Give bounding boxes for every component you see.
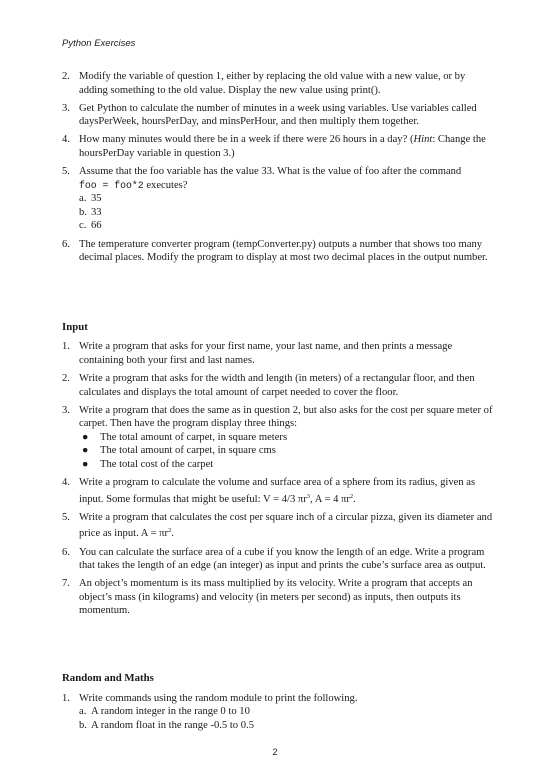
- bullet-text: The total cost of the carpet: [100, 459, 214, 471]
- exercise-text: You can calculate the surface area of a cube if you know the length of an edge. Write a program that takes the length of an edge (an integer) as input and prints the cube’s surface area as output.: [79, 546, 486, 572]
- page-content: [62, 70, 494, 737]
- exercise-number: 7.: [62, 578, 70, 590]
- exercise-item: [62, 133, 494, 160]
- answer-option: [79, 705, 494, 719]
- exercise-item: [62, 577, 494, 618]
- answer-option: [79, 206, 494, 220]
- exercise-number: 2.: [62, 71, 70, 82]
- option-text: 33: [91, 206, 102, 218]
- exercise-item: [62, 476, 494, 506]
- exercise-text: Write a program that calculates the cost per square inch of a circular pizza, given its diameter and price as input. A = πr: [79, 511, 493, 540]
- bullet-item: [79, 458, 494, 472]
- exercise-number: 6.: [62, 546, 70, 558]
- exercise-number: 1.: [62, 341, 70, 353]
- exercise-text: The temperature converter program (tempConverter.py) outputs a number that shows too many decimal places. Modify the program to display at most two decimal places in the output number.: [79, 238, 488, 264]
- exercise-number: 1.: [62, 692, 70, 704]
- code-snippet: foo = foo*2: [79, 179, 144, 191]
- exercise-text: Assume that the foo variable has the value 33. What is the value of foo after the command: [79, 166, 462, 178]
- answer-option: [79, 719, 494, 733]
- exercise-text: : Change the hoursPerDay variable in question 3.): [79, 134, 486, 159]
- exercise-text: Write a program that asks for the width and length (in meters) of a rectangular floor, and then calculates and displays the total amount of carpet needed to cover the floor.: [79, 373, 475, 398]
- exercise-item: [62, 404, 494, 472]
- exercise-item: [62, 692, 494, 733]
- bullet-icon: ●: [82, 431, 89, 443]
- exercise-item: [62, 340, 494, 367]
- exercise-item: [62, 165, 494, 233]
- exercise-number: 4.: [62, 477, 70, 489]
- exercise-text: Write a program that does the same as in question 2, but also asks for the cost per square meter of carpet. Then have the program display three things:: [79, 404, 493, 430]
- exercise-text: .: [353, 493, 356, 505]
- option-text: 66: [91, 220, 102, 232]
- option-letter: b.: [79, 719, 87, 731]
- exercise-text: Modify the variable of question 1, either by replacing the old value with a new value, or by adding something to the old value. Display the new value using print().: [79, 71, 466, 96]
- answer-option: [79, 219, 494, 233]
- exercise-text: How many minutes would there be in a week if there were 26 hours in a day? (: [79, 134, 414, 146]
- superscript: 3: [306, 492, 311, 500]
- exercise-text: Write commands using the random module to print the following.: [79, 692, 358, 704]
- exercise-text: Get Python to calculate the number of minutes in a week using variables. Use variables called daysPerWeek, hoursPerDay, and minsPerHour, and then multiply them together.: [79, 102, 477, 128]
- page-number: 2: [272, 747, 278, 757]
- section-heading: Random and Maths: [62, 672, 154, 684]
- exercise-text: .: [171, 528, 174, 540]
- exercise-text: executes?: [143, 179, 188, 191]
- exercise-item: [62, 372, 494, 399]
- exercise-number: 6.: [62, 238, 70, 250]
- bullet-text: The total amount of carpet, in square meters: [100, 431, 288, 443]
- option-text: 35: [91, 193, 102, 205]
- exercise-text: Write a program to calculate the volume and surface area of a sphere from its radius, given as input. Some formulas that might be useful: V = 4/3 πr: [79, 477, 476, 505]
- exercise-number: 2.: [62, 373, 70, 384]
- hint-label: Hint: [413, 134, 433, 146]
- exercise-number: 5.: [62, 511, 70, 523]
- exercise-item: [62, 511, 494, 541]
- option-text: A random integer in the range 0 to 10: [91, 706, 250, 718]
- exercise-item: [62, 70, 494, 97]
- page-header: Python Exercises: [62, 38, 136, 49]
- bullet-icon: ●: [82, 459, 89, 471]
- input-section: [62, 321, 494, 618]
- bullet-item: [79, 431, 494, 445]
- exercise-number: 5.: [62, 166, 70, 178]
- bullet-text: The total amount of carpet, in square cms: [100, 445, 276, 457]
- exercise-item: [62, 546, 494, 573]
- exercise-text: , A = 4 πr: [310, 493, 350, 505]
- random-maths-section: [62, 672, 494, 732]
- option-letter: a.: [79, 193, 87, 205]
- superscript: 2: [349, 492, 354, 500]
- exercise-number: 3.: [62, 102, 70, 114]
- exercise-number: 3.: [62, 404, 70, 416]
- section-heading: Input: [62, 320, 88, 333]
- exercise-text: Write a program that asks for your first name, your last name, and then prints a message containing both your first and last names.: [79, 341, 453, 366]
- exercise-text: An object’s momentum is its mass multiplied by its velocity. Write a program that accepts an object’s mass (in kilograms) and velocity (in meters per second) as inputs, then outputs its momentum.: [79, 578, 473, 617]
- option-letter: a.: [79, 706, 87, 718]
- superscript: 2: [168, 527, 172, 535]
- variables-exercise-list: [62, 70, 494, 265]
- option-letter: b.: [79, 206, 87, 218]
- option-letter: c.: [79, 220, 87, 232]
- bullet-icon: ●: [82, 445, 89, 457]
- bullet-item: [79, 444, 494, 458]
- exercise-item: [62, 102, 494, 129]
- exercise-number: 4.: [62, 134, 70, 146]
- option-text: A random float in the range -0.5 to 0.5: [91, 719, 254, 731]
- answer-option: [79, 192, 494, 206]
- exercise-item: [62, 238, 494, 265]
